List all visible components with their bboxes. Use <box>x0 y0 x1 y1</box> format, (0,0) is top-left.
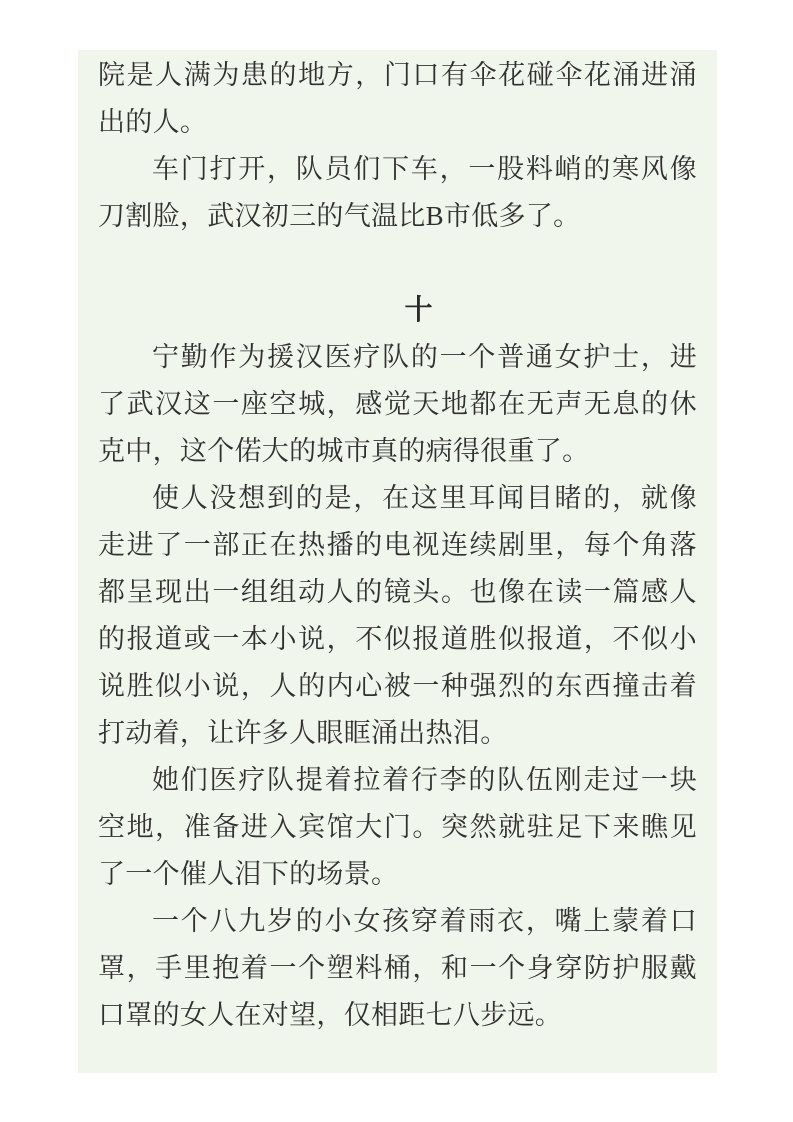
paragraph-continuation: 院是人满为患的地方，门口有伞花碰伞花涌进涌出的人。 <box>98 60 697 137</box>
paragraph: 宁勤作为援汉医疗队的一个普通女护士，进了武汉这一座空城，感觉天地都在无声无息的休克中，这个偌大的城市真的病得很重了。 <box>98 342 697 466</box>
reader-page[interactable] <box>78 50 717 1073</box>
paragraph: 她们医疗队提着拉着行李的队伍刚走过一块空地，准备进入宾馆大门。突然就驻足下来瞧见了一个催人泪下的场景。 <box>98 765 697 889</box>
paragraph: 车门打开，队员们下车，一股料峭的寒风像刀割脸，武汉初三的气温比B市低多了。 <box>98 154 697 231</box>
chapter-heading: 十 <box>404 295 433 326</box>
paragraph: 使人没想到的是，在这里耳闻目睹的，就像走进了一部正在热播的电视连续剧里，每个角落都呈现出一组组动人的镜头。也像在读一篇感人的报道或一本小说，不似报道胜似报道，不似小说胜似小说，人的内心被一种强烈的东西撞击着打动着，让许多人眼眶涌出热泪。 <box>98 483 697 748</box>
paragraph: 一个八九岁的小女孩穿着雨衣，嘴上蒙着口罩，手里抱着一个塑料桶，和一个身穿防护服戴口罩的女人在对望，仅相距七八步远。 <box>98 906 697 1030</box>
